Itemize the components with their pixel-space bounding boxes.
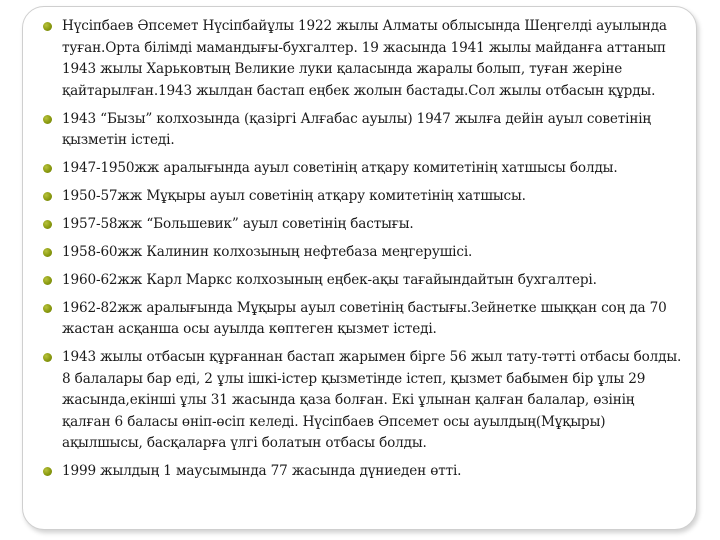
bullet-list [43,16,683,489]
bullet-dot-icon [43,164,52,173]
bullet-dot-icon [43,192,52,201]
bullet-dot-icon [43,115,52,124]
bullet-text: Нүсіпбаев Әпсемет Нүсіпбайұлы 1922 жылы Алматы облысында Шеңгелді ауылында туған.Орта білімді мамандығы-бухгалтер. 19 жасында 1941 жылы майданға аттанып 1943 жылы Харьковтың Великие луки қаласында жаралы болып, туған жеріне қайтарылған.1943 жылдан бастап еңбек жолын бастады.Сол жылы отбасын құрды. [62,18,667,99]
bullet-text: 1962-82жж аралығында Мұқыры ауыл советінің бастығы.Зейнетке шыққан соң да 70 жастан асқанша осы ауылда көптеген қызмет істеді. [62,299,667,338]
bullet-dot-icon [43,220,52,229]
bullet-dot-icon [43,248,52,257]
bullet-dot-icon [43,353,52,362]
bullet-text: 1957-58жж “Большевик” ауыл советінің бастығы. [62,215,414,232]
bullet-item [43,298,683,341]
bullet-dot-icon [43,22,52,31]
bullet-text: 1960-62жж Карл Маркс колхозының еңбек-ақы тағайындайтын бухгалтері. [62,271,597,288]
bullet-item [43,242,683,264]
bullet-text: 1950-57жж Мұқыры ауыл советінің атқару комитетінің хатшысы. [62,188,526,205]
bullet-text: 1958-60жж Калинин колхозының нефтебаза меңгерушісі. [62,243,473,260]
bullet-item [43,186,683,208]
bullet-dot-icon [43,276,52,285]
bullet-item [43,158,683,180]
bullet-text: 1947-1950жж аралығында ауыл советінің атқару комитетінің хатшысы болды. [62,160,618,177]
bullet-dot-icon [43,467,52,476]
bullet-text: 1943 жылы отбасын құрғаннан бастап жарымен бірге 56 жыл тату-тәтті отбасы болды. 8 балалары бар еді, 2 ұлы ішкі-істер қызметінде істеп, қызмет бабымен бір ұлы 29 жасында,екінші ұлы 31 жасында қаза болған. Екі ұлынан қалған балалар, өзінің қалған 6 баласы өніп-өсіп келеді. Нүсіпбаев Әпсемет осы ауылдың(Мұқыры) ақылшысы, басқаларға үлгі болатын отбасы болды. [62,349,682,452]
bullet-item [43,461,683,483]
bullet-dot-icon [43,304,52,313]
bullet-item [43,16,683,102]
bullet-item [43,214,683,236]
bullet-item [43,109,683,152]
bullet-text: 1943 “Бызы” колхозында (қазіргі Алғабас ауылы) 1947 жылға дейін ауыл советінің қызметін істеді. [62,110,651,149]
bullet-text: 1999 жылдың 1 маусымында 77 жасында дүниеден өтті. [62,463,462,480]
bullet-item [43,270,683,292]
bullet-item [43,347,683,455]
